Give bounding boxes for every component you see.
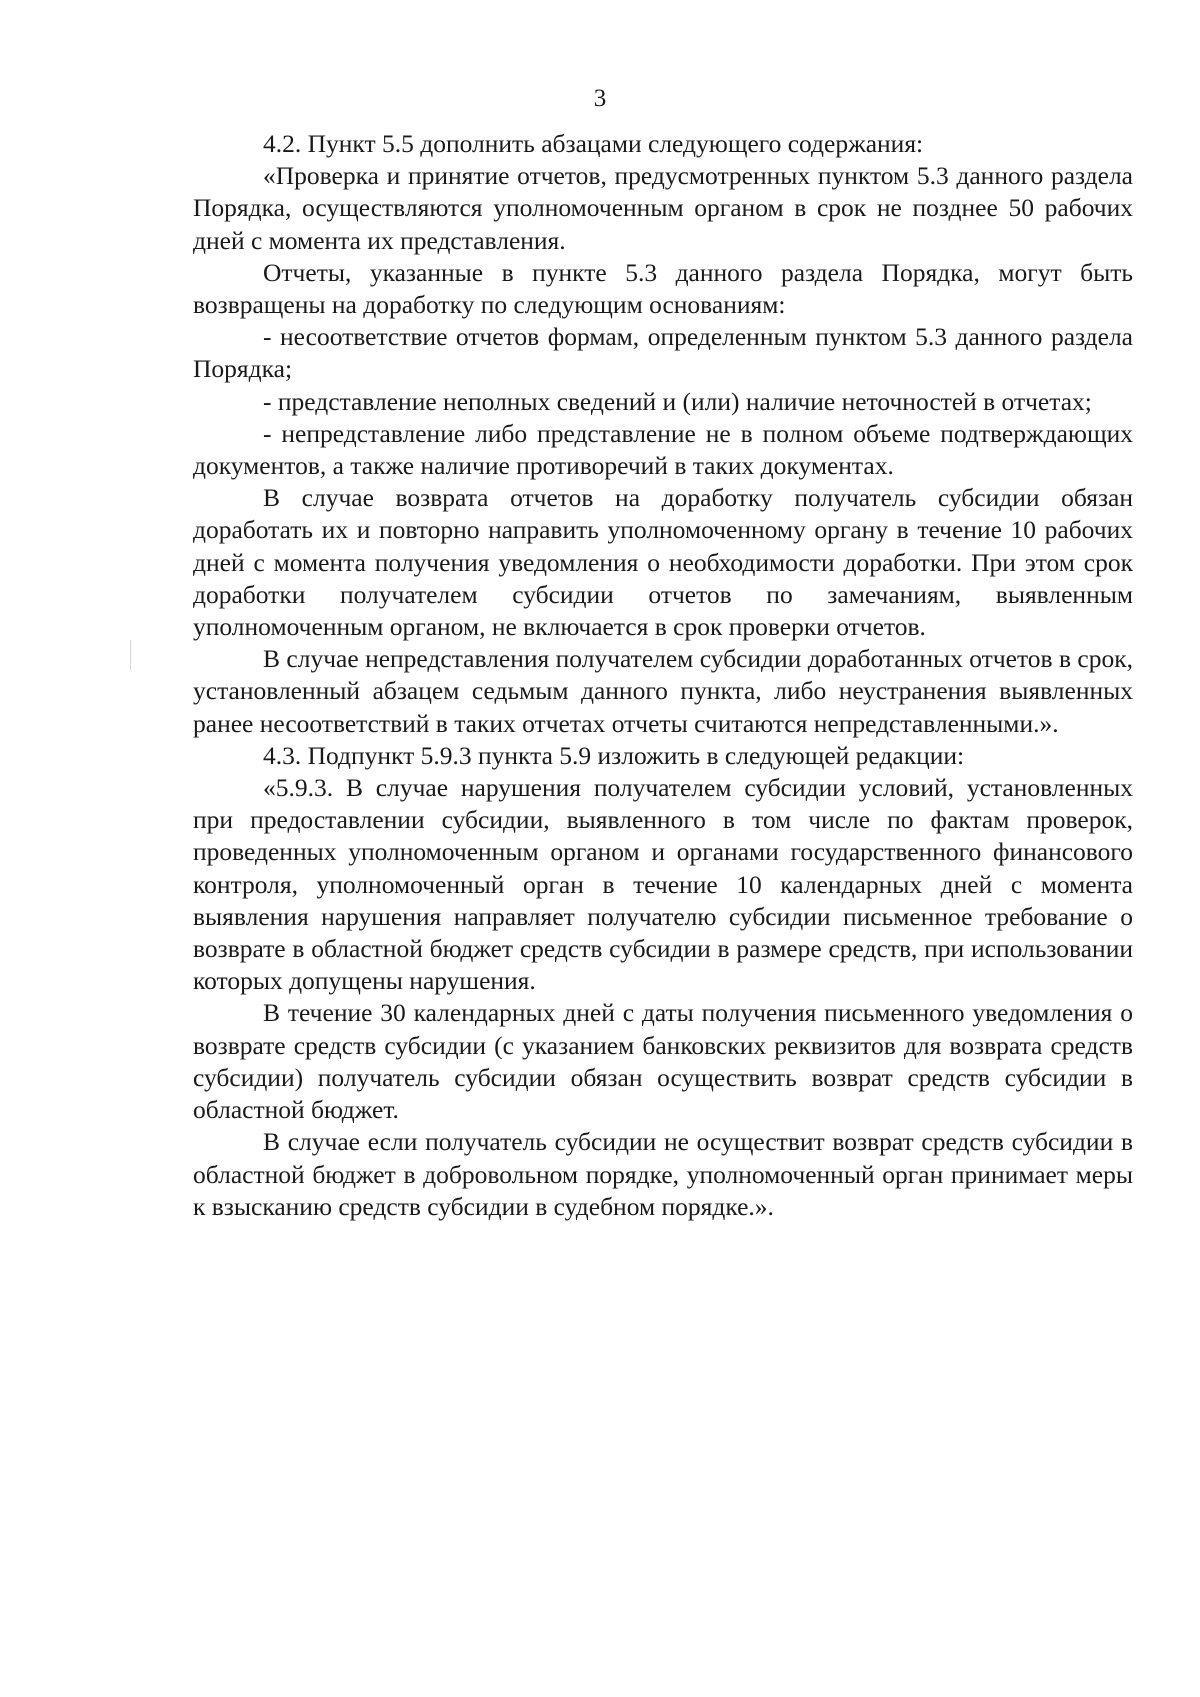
- paragraph-4-2-heading: 4.2. Пункт 5.5 дополнить абзацами следующего содержания:: [263, 129, 924, 158]
- paragraph-court-recovery: В случае если получатель субсидии не осуществит возврат средств субсидии в областной бюджет в добровольном порядке, уполномоченный орган принимает меры к взысканию средств субсидии в судебном порядке.».: [193, 1127, 1133, 1221]
- paragraph-report-return: Отчеты, указанные в пункте 5.3 данного раздела Порядка, могут быть возвращены на доработку по следующим основаниям:: [193, 257, 1133, 320]
- paragraph-5-9-3: «5.9.3. В случае нарушения получателем субсидии условий, установленных при предоставлении субсидии, выявленного в том числе по фактам проверок, проведенных уполномоченным органом и органами государственного финансового контроля, уполномоченный орган в течение 10 календарных дней с момента выявления нарушения направляет получателю субсидии письменное требование о возврате в областной бюджет средств субсидии в размере средств, при использовании которых допущены нарушения.: [193, 773, 1133, 996]
- paragraph-4-3-heading: 4.3. Подпункт 5.9.3 пункта 5.9 изложить в следующей редакции:: [263, 740, 965, 770]
- page-number: 3: [593, 85, 607, 112]
- paragraph-rework: В случае возврата отчетов на доработку получатель субсидии обязан доработать их и повторно направить уполномоченному органу в течение 10 рабочих дней с момента получения уведомления о необходимости доработки. При этом срок доработки получателем субсидии отчетов по замечаниям, выявленным уполномоченным органом, не включается в срок проверки отчетов.: [193, 483, 1133, 642]
- paragraph-report-check: «Проверка и принятие отчетов, предусмотренных пунктом 5.3 данного раздела Порядка, осуществляются уполномоченным органом в срок не позднее 50 рабочих дней с момента их представления.: [193, 161, 1133, 255]
- list-item-nonconformity: - несоответствие отчетов формам, определенным пунктом 5.3 данного раздела Порядка;: [193, 322, 1133, 384]
- paragraph-not-submitted: В случае непредставления получателем субсидии доработанных отчетов в срок, установленный абзацем седьмым данного пункта, либо неустранения выявленных ранее несоответствий в таких отчетах отчеты считаются непредставленными.».: [193, 644, 1133, 738]
- document-body: [193, 128, 1133, 1223]
- list-item-missing-documents: - непредставление либо представление не в полном объеме подтверждающих документов, а также наличие противоречий в таких документах.: [193, 418, 1133, 481]
- paragraph-refund-term: В течение 30 календарных дней с даты получения письменного уведомления о возврате средств субсидии (с указанием банковских реквизитов для возврата средств субсидии) получатель субсидии обязан осуществить возврат средств субсидии в областной бюджет.: [193, 998, 1133, 1125]
- scan-margin-mark: [130, 640, 131, 670]
- list-item-incomplete-info: - представление неполных сведений и (или) наличие неточностей в отчетах;: [263, 386, 1092, 416]
